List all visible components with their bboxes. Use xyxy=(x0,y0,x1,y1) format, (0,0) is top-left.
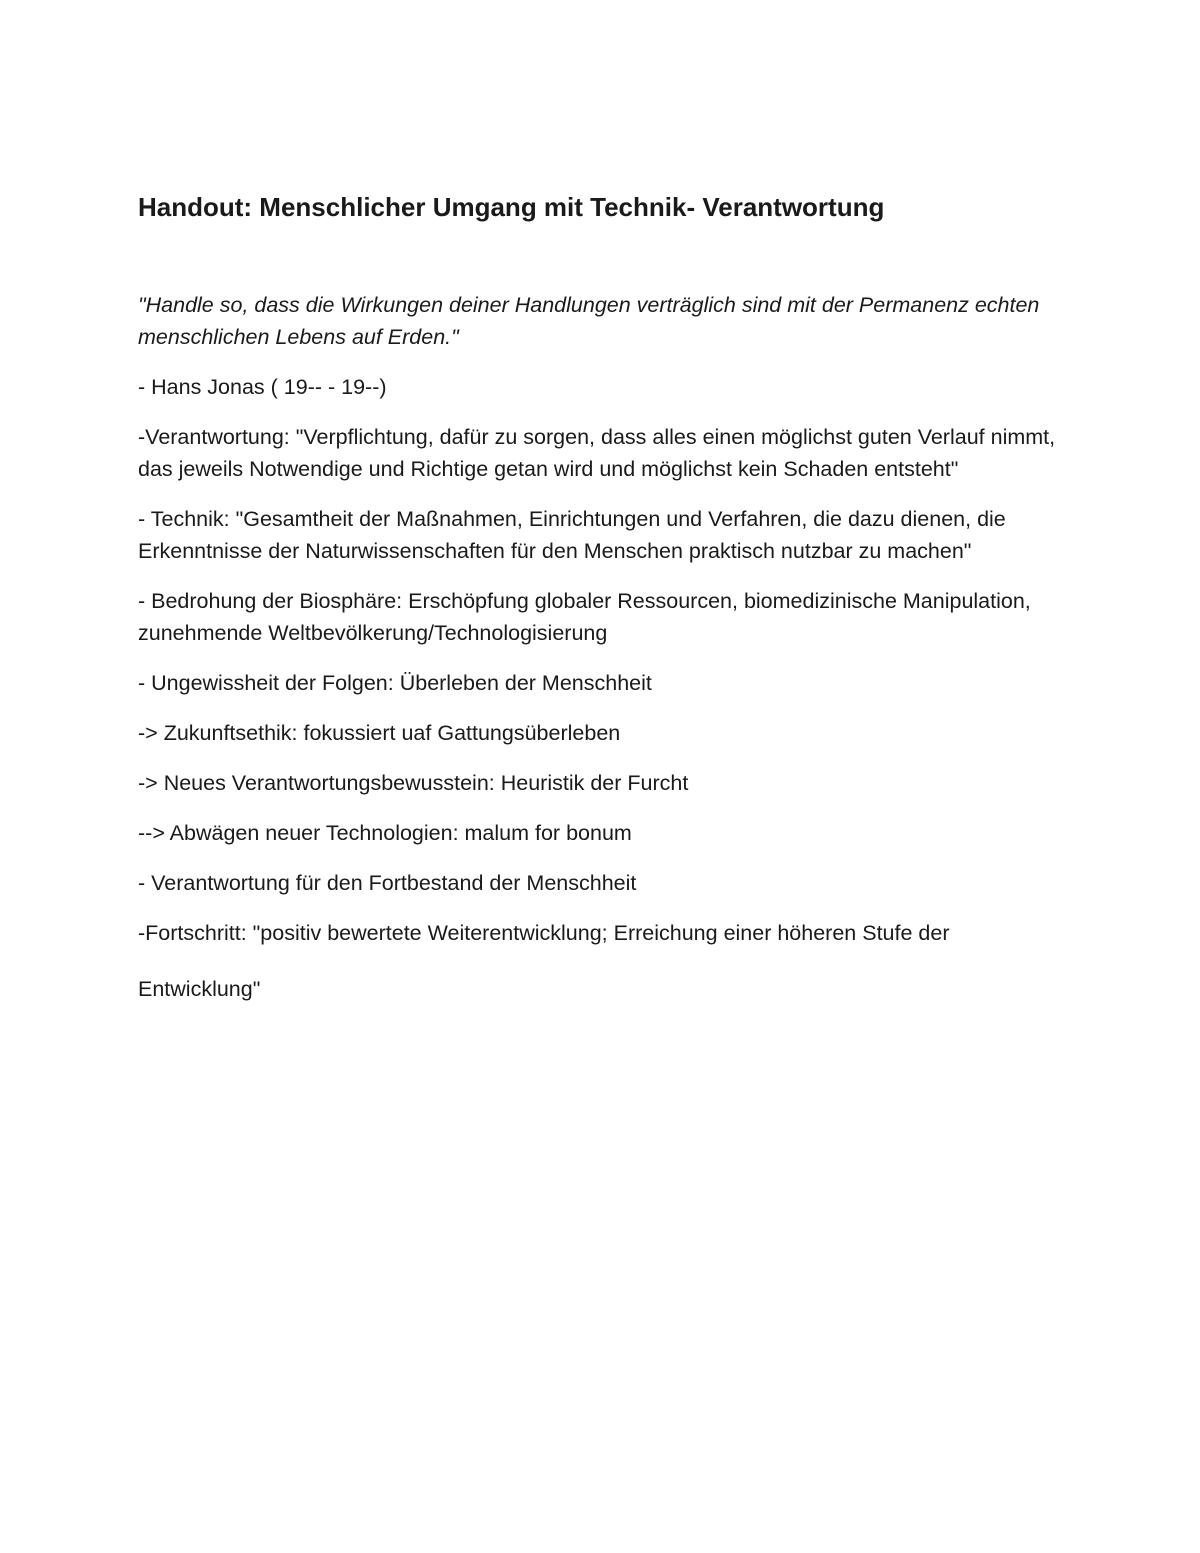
paragraph-verantwortungsbewusstsein: -> Neues Verantwortungsbewusstein: Heuristik der Furcht xyxy=(138,771,689,795)
paragraph-zukunftsethik: -> Zukunftsethik: fokussiert uaf Gattungsüberleben xyxy=(138,721,621,745)
jonas-quote: "Handle so, dass die Wirkungen deiner Handlungen verträglich sind mit der Permanenz echten menschlichen Lebens auf Erden." xyxy=(138,293,1040,349)
document-content xyxy=(138,190,1078,1005)
paragraph-abwaegen: --> Abwägen neuer Technologien: malum for bonum xyxy=(138,821,632,845)
paragraph-fortbestand: - Verantwortung für den Fortbestand der Menschheit xyxy=(138,871,637,895)
paragraph-ungewissheit: - Ungewissheit der Folgen: Überleben der Menschheit xyxy=(138,671,652,695)
paragraph-author: - Hans Jonas ( 19-- - 19--) xyxy=(138,375,387,399)
paragraph-fortschritt-continued: Entwicklung" xyxy=(138,977,261,1001)
paragraph-fortschritt: -Fortschritt: "positiv bewertete Weiterentwicklung; Erreichung einer höheren Stufe der xyxy=(138,921,950,945)
paragraph-verantwortung: -Verantwortung: "Verpflichtung, dafür zu sorgen, dass alles einen möglichst guten Verlauf nimmt, das jeweils Notwendige und Richtige getan wird und möglichst kein Schaden entsteht" xyxy=(138,425,1056,481)
paragraph-bedrohung: - Bedrohung der Biosphäre: Erschöpfung globaler Ressourcen, biomedizinische Manipulation, zunehmende Weltbevölkerung/Technologisierung xyxy=(138,589,1031,645)
paragraph-technik: - Technik: "Gesamtheit der Maßnahmen, Einrichtungen und Verfahren, die dazu dienen, die Erkenntnisse der Naturwissenschaften für den Menschen praktisch nutzbar zu machen" xyxy=(138,507,1006,563)
document-title: Handout: Menschlicher Umgang mit Technik- Verantwortung xyxy=(138,192,885,222)
